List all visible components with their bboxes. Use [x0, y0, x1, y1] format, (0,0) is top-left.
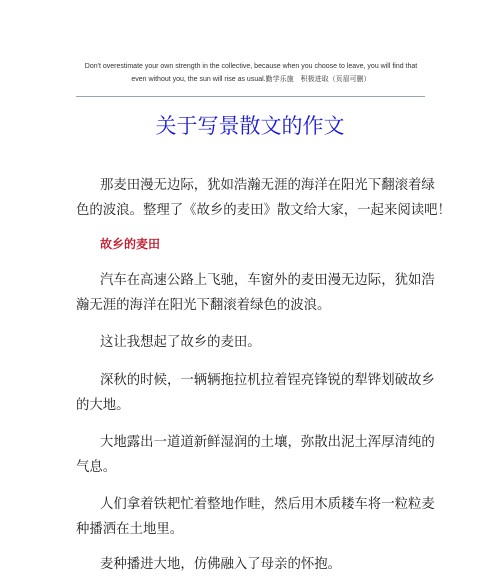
page-header-line-2: even without you, the sun will rise as usual.勤学乐施 积极进取（页眉可删）: [131, 76, 371, 83]
paragraph-line: 种播洒在土地里。: [76, 522, 184, 537]
paragraph-intro: [76, 173, 451, 223]
header-divider: [76, 96, 425, 97]
paragraph-line: 色的波浪。整理了《故乡的麦田》散文给大家，一起来阅读吧！: [76, 203, 451, 218]
paragraph-line: 深秋的时候，一辆辆拖拉机拉着锃亮锋锐的犁铧划破故乡: [100, 373, 435, 388]
paragraph: [76, 268, 435, 318]
paragraph: [76, 368, 435, 418]
paragraph-line: 麦种播进大地，仿佛融入了母亲的怀抱。: [100, 557, 342, 572]
paragraph-line: 的大地。: [76, 398, 130, 413]
paragraph: [76, 330, 426, 355]
paragraph: [76, 492, 435, 542]
paragraph-line: 气息。: [76, 460, 117, 475]
paragraph-line: 汽车在高速公路上飞驰，车窗外的麦田漫无边际，犹如浩: [100, 273, 435, 288]
paragraph-line: 这让我想起了故乡的麦田。: [100, 335, 261, 350]
paragraph-line: 瀚无涯的海洋在阳光下翻滚着绿色的波浪。: [76, 298, 331, 313]
paragraph: [76, 430, 435, 480]
paragraph-line: 人们拿着铁耙忙着整地作畦，然后用木质耧车将一粒粒麦: [100, 497, 435, 512]
page-header-line-1: Don't overestimate your own strength in the collective, because when you choose to leave, you will find that: [84, 63, 418, 70]
section-subheading: 故乡的麦田: [100, 237, 161, 251]
paragraph-line: 大地露出一道道新鲜湿润的土壤，弥散出泥土浑厚清纯的: [100, 435, 435, 450]
document-title: 关于写景散文的作文: [155, 114, 345, 138]
paragraph: [76, 552, 426, 577]
paragraph-line: 那麦田漫无边际，犹如浩瀚无涯的海洋在阳光下翻滚着绿: [100, 178, 435, 193]
